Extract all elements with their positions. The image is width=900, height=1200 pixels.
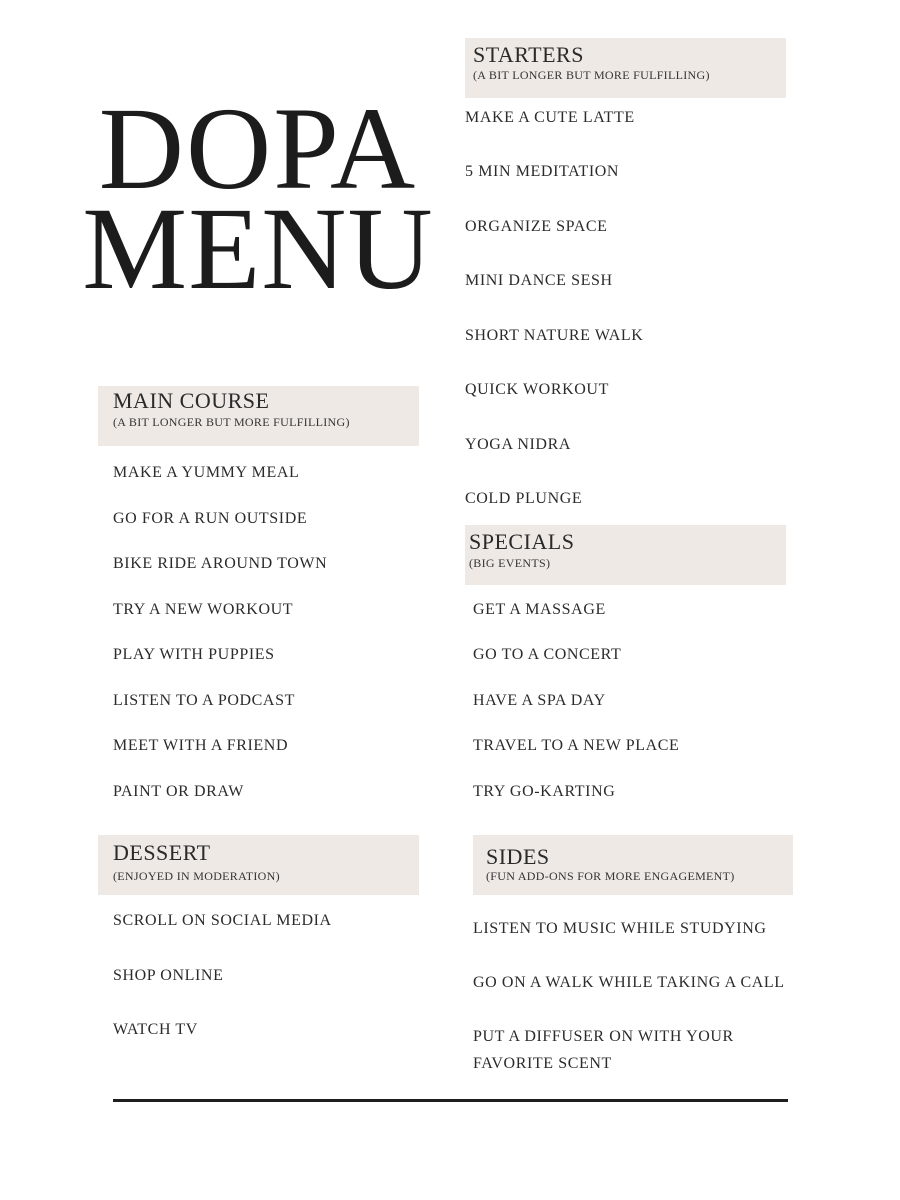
main-course-item: LISTEN TO A PODCAST — [113, 692, 295, 709]
dessert-header — [98, 835, 419, 895]
sides-item: GO ON A WALK WHILE TAKING A CALL — [473, 974, 785, 991]
main-course-item: PAINT OR DRAW — [113, 783, 244, 800]
starters-item: ORGANIZE SPACE — [465, 218, 608, 235]
sides-subheading: (FUN ADD-ONS FOR MORE ENGAGEMENT) — [486, 869, 735, 883]
starters-item: 5 MIN MEDITATION — [465, 163, 620, 180]
dessert-item: WATCH TV — [113, 1021, 198, 1038]
starters-item: MAKE A CUTE LATTE — [465, 109, 635, 126]
starters-item: QUICK WORKOUT — [465, 381, 609, 398]
specials-item: GET A MASSAGE — [473, 601, 606, 618]
page-title-line-2: MENU — [82, 183, 434, 314]
main-course-item: PLAY WITH PUPPIES — [113, 646, 275, 663]
starters-subheading: (A BIT LONGER BUT MORE FULFILLING) — [473, 68, 710, 82]
specials-heading: SPECIALS — [469, 529, 575, 554]
sides-item: LISTEN TO MUSIC WHILE STUDYING — [473, 920, 767, 937]
starters-item: SHORT NATURE WALK — [465, 327, 644, 344]
main-course-item: TRY A NEW WORKOUT — [113, 601, 294, 618]
page-title-line-1: DOPA — [98, 83, 418, 214]
main-course-item: GO FOR A RUN OUTSIDE — [113, 510, 308, 527]
sides-heading: SIDES — [486, 844, 550, 869]
dessert-item: SHOP ONLINE — [113, 967, 224, 984]
main-course-item: MEET WITH A FRIEND — [113, 737, 289, 754]
specials-item: GO TO A CONCERT — [473, 646, 622, 663]
dessert-subheading: (ENJOYED IN MODERATION) — [113, 869, 280, 883]
starters-item: MINI DANCE SESH — [465, 272, 613, 289]
specials-subheading: (BIG EVENTS) — [469, 556, 551, 570]
dessert-item: SCROLL ON SOCIAL MEDIA — [113, 912, 332, 929]
starters-item: COLD PLUNGE — [465, 490, 583, 507]
main-course-subheading: (A BIT LONGER BUT MORE FULFILLING) — [113, 415, 350, 429]
specials-header — [465, 525, 786, 585]
sides-item: PUT A DIFFUSER ON WITH YOUR FAVORITE SCENT — [473, 1028, 734, 1073]
specials-item: HAVE A SPA DAY — [473, 692, 606, 709]
sides-header — [473, 835, 793, 895]
main-course-item: BIKE RIDE AROUND TOWN — [113, 555, 328, 572]
starters-heading: STARTERS — [473, 42, 584, 67]
specials-item: TRY GO-KARTING — [473, 783, 616, 800]
main-course-heading: MAIN COURSE — [113, 388, 270, 413]
dessert-heading: DESSERT — [113, 840, 211, 865]
main-course-header — [98, 386, 419, 446]
starters-item: YOGA NIDRA — [465, 436, 571, 453]
main-course-item: MAKE A YUMMY MEAL — [113, 464, 300, 481]
starters-header — [465, 38, 786, 98]
specials-item: TRAVEL TO A NEW PLACE — [473, 737, 680, 754]
bottom-divider — [113, 1099, 788, 1102]
